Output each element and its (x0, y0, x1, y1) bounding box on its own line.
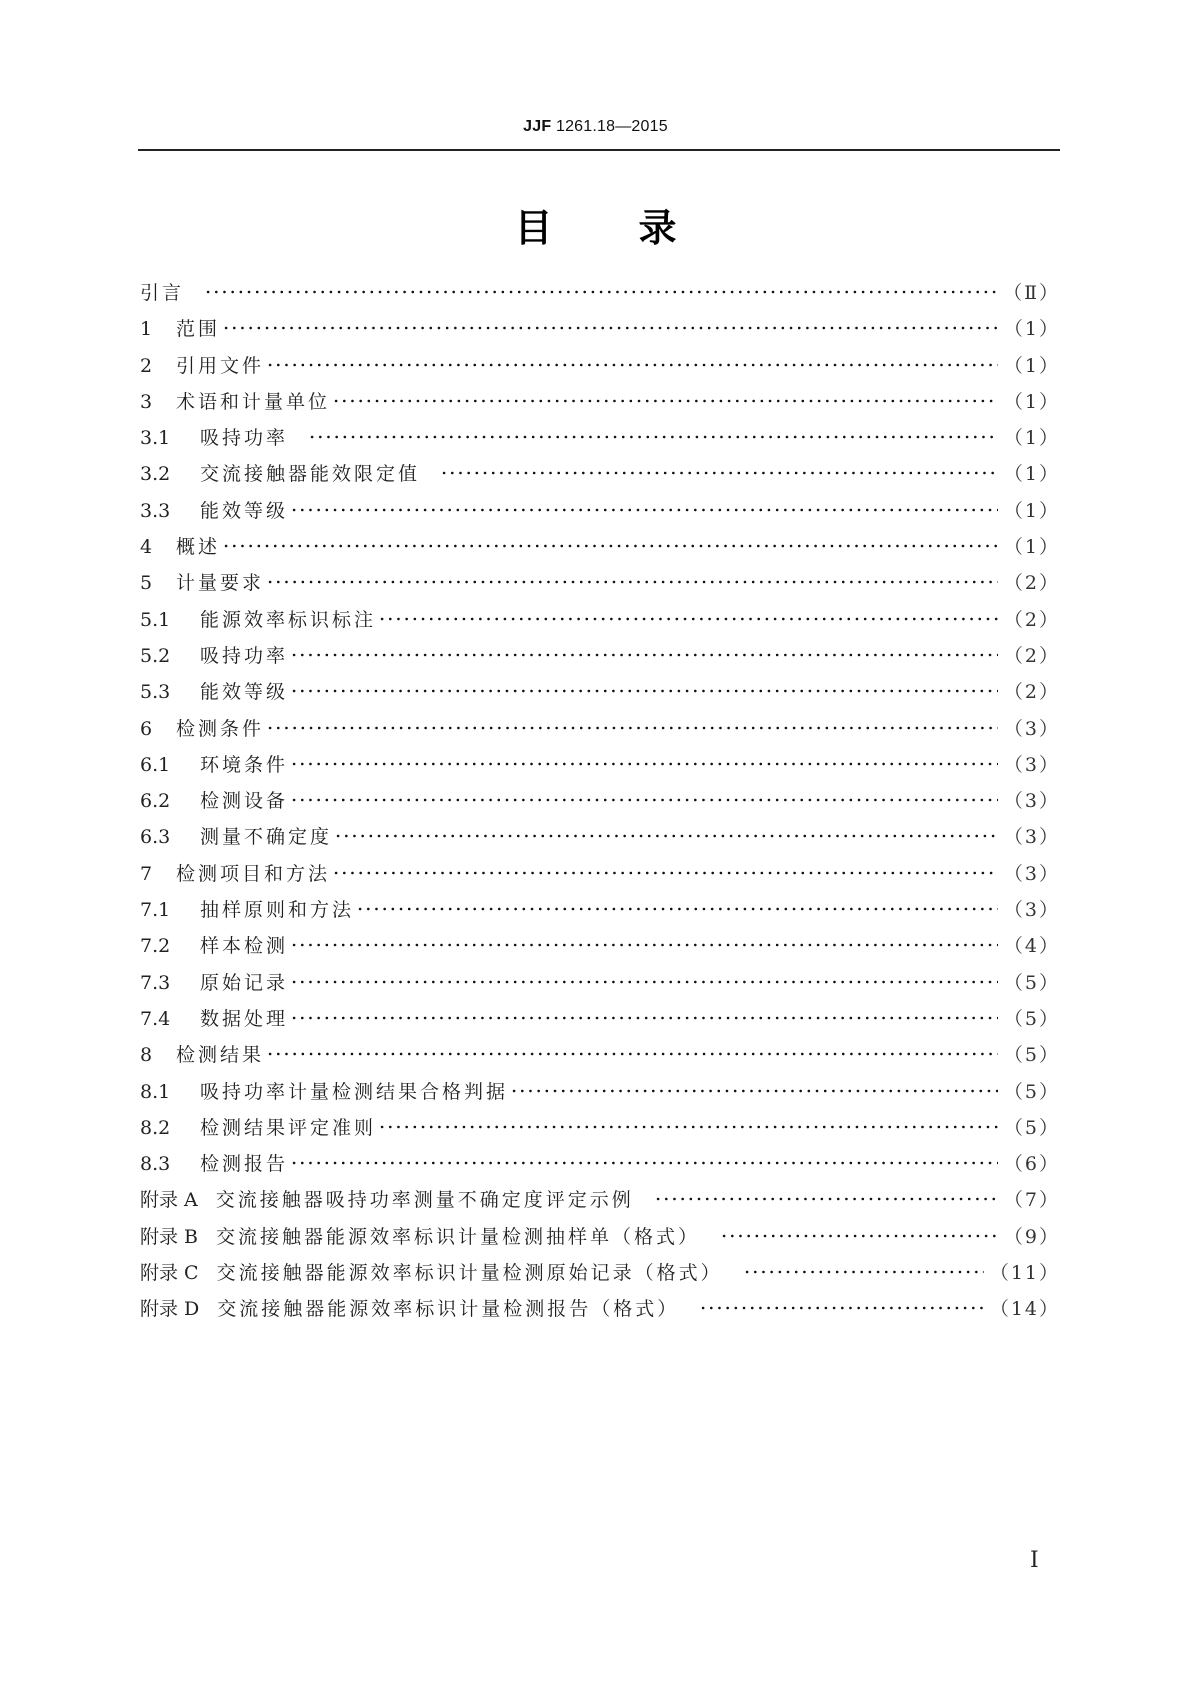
toc-entry-title: 计量要求 (176, 572, 265, 595)
toc-entry-page: （6） (1003, 1153, 1060, 1176)
dot-leader (440, 471, 998, 475)
toc-entry-number: 3.3 (140, 499, 171, 522)
toc-entry-number: 3.2 (140, 463, 171, 486)
toc-entry[interactable] (140, 459, 1060, 495)
toc-entry-number: 附录 B (140, 1225, 199, 1248)
toc-entry-title: 引言 (140, 282, 185, 304)
toc-entry-number: 5.2 (140, 644, 171, 667)
toc-entry-title: 检测设备 (200, 790, 289, 813)
toc-entry[interactable] (140, 314, 1060, 350)
dot-leader (204, 290, 997, 294)
toc-entry-page: （1） (1003, 354, 1060, 377)
toc-entry-number: 4 (140, 536, 153, 559)
toc-entry-title: 检测结果 (176, 1044, 265, 1067)
toc-entry-number: 6 (140, 717, 153, 740)
dot-leader (290, 943, 998, 947)
toc-entry-page: （4） (1003, 935, 1060, 958)
toc-entry-number: 3.1 (140, 427, 171, 450)
toc-entry[interactable] (140, 1294, 1060, 1330)
dot-leader (266, 580, 998, 584)
dot-leader (290, 689, 998, 693)
toc-entry[interactable] (140, 1040, 1060, 1076)
toc-entry[interactable] (140, 351, 1060, 387)
toc-entry-title: 检测报告 (200, 1153, 289, 1176)
toc-entry-title: 概述 (176, 536, 221, 559)
toc-entry-page: （1） (1003, 463, 1060, 486)
toc-entry-title: 环境条件 (200, 753, 289, 776)
toc-entry-page: （9） (1003, 1225, 1060, 1248)
page-number: Ⅰ (1030, 1548, 1039, 1573)
toc-entry[interactable] (140, 1004, 1060, 1040)
toc-entry-title: 术语和计量单位 (176, 390, 331, 413)
dot-leader (222, 326, 998, 330)
toc-entry[interactable] (140, 278, 1060, 314)
toc-entry-page: （3） (1003, 899, 1060, 922)
toc-entry-number: 3 (140, 390, 153, 413)
toc-entry-page: （Ⅱ） (1003, 282, 1060, 304)
toc-entry-page: （3） (1003, 862, 1060, 885)
toc-entry-title: 能效等级 (200, 499, 289, 522)
toc-entry-page: （3） (1003, 753, 1060, 776)
dot-leader (699, 1306, 984, 1310)
toc-entry-number: 7.1 (140, 899, 171, 922)
toc-entry[interactable] (140, 677, 1060, 713)
dot-leader (290, 1161, 998, 1165)
toc-entry-title: 测量不确定度 (200, 826, 333, 849)
toc-entry-page: （3） (1003, 790, 1060, 813)
toc-entry-number: 附录 D (140, 1298, 200, 1321)
toc-entry[interactable] (140, 1222, 1060, 1258)
toc-entry-number: 7.4 (140, 1007, 171, 1030)
toc-entry[interactable] (140, 968, 1060, 1004)
toc-entry-title: 吸持功率计量检测结果合格判据 (200, 1080, 509, 1103)
title-char-left: 目 (514, 206, 553, 250)
toc-entry-title: 交流接触器能源效率标识计量检测原始记录（格式） (216, 1262, 723, 1285)
toc-entry[interactable] (140, 387, 1060, 423)
toc-entry-number: 7 (140, 862, 153, 885)
toc-entry-number: 5.1 (140, 608, 171, 631)
toc-entry-number: 5 (140, 572, 153, 595)
toc-entry-page: （5） (1003, 971, 1060, 994)
toc-entry-page: （14） (989, 1298, 1060, 1321)
toc-entry-title: 检测结果评定准则 (200, 1116, 377, 1139)
standard-prefix: JJF (523, 118, 552, 135)
toc-entry-number: 7.3 (140, 971, 171, 994)
toc-entry-number: 8.2 (140, 1116, 171, 1139)
toc-entry-title: 交流接触器能效限定值 (200, 463, 421, 486)
dot-leader (334, 834, 998, 838)
toc-entry[interactable] (140, 1149, 1060, 1185)
table-of-contents (140, 278, 1060, 1331)
toc-entry-title: 范围 (176, 318, 221, 341)
toc-entry-page: （2） (1003, 572, 1060, 595)
toc-entry[interactable] (140, 1185, 1060, 1221)
toc-entry[interactable] (140, 931, 1060, 967)
dot-leader (222, 544, 998, 548)
toc-entry-title: 能效等级 (200, 681, 289, 704)
toc-entry-title: 交流接触器能源效率标识计量检测报告（格式） (217, 1298, 680, 1321)
toc-entry-title: 交流接触器能源效率标识计量检测抽样单（格式） (216, 1225, 701, 1248)
toc-entry-page: （5） (1003, 1080, 1060, 1103)
toc-entry-page: （2） (1003, 644, 1060, 667)
toc-entry-title: 检测项目和方法 (176, 862, 331, 885)
dot-leader (308, 435, 998, 439)
toc-entry-number: 1 (140, 318, 153, 341)
toc-entry[interactable] (140, 895, 1060, 931)
toc-entry[interactable] (140, 786, 1060, 822)
toc-entry[interactable] (140, 1258, 1060, 1294)
toc-entry-page: （1） (1003, 427, 1060, 450)
toc-entry-number: 2 (140, 354, 153, 377)
toc-entry-number: 8.3 (140, 1153, 171, 1176)
dot-leader (378, 1125, 998, 1129)
toc-entry-title: 原始记录 (200, 971, 289, 994)
toc-entry[interactable] (140, 714, 1060, 750)
toc-entry-number: 6.1 (140, 753, 171, 776)
toc-entry-page: （2） (1003, 608, 1060, 631)
dot-leader (332, 871, 998, 875)
toc-entry-number: 6.2 (140, 790, 171, 813)
toc-entry-number: 附录 A (140, 1189, 198, 1212)
toc-entry-title: 能源效率标识标注 (200, 608, 377, 631)
dot-leader (266, 363, 998, 367)
toc-entry[interactable] (140, 423, 1060, 459)
toc-entry-page: （7） (1003, 1189, 1060, 1212)
dot-leader (266, 726, 998, 730)
toc-entry-page: （5） (1003, 1007, 1060, 1030)
toc-entry-page: （1） (1003, 390, 1060, 413)
title-char-right: 录 (638, 206, 677, 250)
dot-leader (356, 907, 998, 911)
toc-entry-title: 吸持功率 (200, 644, 289, 667)
dot-leader (720, 1234, 998, 1238)
toc-entry-page: （1） (1003, 499, 1060, 522)
toc-entry-number: 附录 C (140, 1262, 199, 1285)
toc-entry-page: （11） (989, 1262, 1060, 1285)
dot-leader (266, 1052, 998, 1056)
toc-entry-page: （1） (1003, 536, 1060, 559)
dot-leader (332, 399, 998, 403)
dot-leader (510, 1089, 998, 1093)
toc-entry-page: （3） (1003, 826, 1060, 849)
toc-entry-number: 7.2 (140, 935, 171, 958)
dot-leader (290, 508, 998, 512)
toc-entry[interactable] (140, 496, 1060, 532)
toc-entry-title: 样本检测 (200, 935, 289, 958)
header-rule (138, 149, 1060, 151)
toc-entry[interactable] (140, 641, 1060, 677)
toc-entry-title: 数据处理 (200, 1007, 289, 1030)
dot-leader (654, 1197, 998, 1201)
dot-leader (743, 1270, 984, 1274)
standard-code: 1261.18—2015 (555, 118, 668, 135)
toc-entry-page: （5） (1003, 1116, 1060, 1139)
toc-entry-page: （2） (1003, 681, 1060, 704)
toc-entry[interactable] (140, 1077, 1060, 1113)
toc-entry-page: （3） (1003, 717, 1060, 740)
dot-leader (290, 980, 998, 984)
toc-entry[interactable] (140, 605, 1060, 641)
toc-entry-title: 交流接触器吸持功率测量不确定度评定示例 (215, 1189, 634, 1212)
dot-leader (290, 653, 998, 657)
dot-leader (290, 762, 998, 766)
toc-entry-number: 6.3 (140, 826, 171, 849)
dot-leader (290, 1016, 998, 1020)
toc-entry-title: 抽样原则和方法 (200, 899, 355, 922)
running-header (0, 118, 1191, 136)
page-title (0, 197, 1191, 252)
toc-entry[interactable] (140, 568, 1060, 604)
toc-entry[interactable] (140, 1113, 1060, 1149)
toc-entry[interactable] (140, 859, 1060, 895)
toc-entry-number: 8.1 (140, 1080, 171, 1103)
toc-entry[interactable] (140, 532, 1060, 568)
toc-entry-page: （5） (1003, 1044, 1060, 1067)
toc-entry-title: 引用文件 (176, 354, 265, 377)
toc-entry-number: 5.3 (140, 681, 171, 704)
toc-entry[interactable] (140, 750, 1060, 786)
toc-entry-number: 8 (140, 1044, 153, 1067)
toc-entry-page: （1） (1003, 318, 1060, 341)
toc-entry-title: 吸持功率 (200, 427, 289, 450)
toc-entry[interactable] (140, 822, 1060, 858)
dot-leader (290, 798, 998, 802)
dot-leader (378, 617, 998, 621)
toc-entry-title: 检测条件 (176, 717, 265, 740)
